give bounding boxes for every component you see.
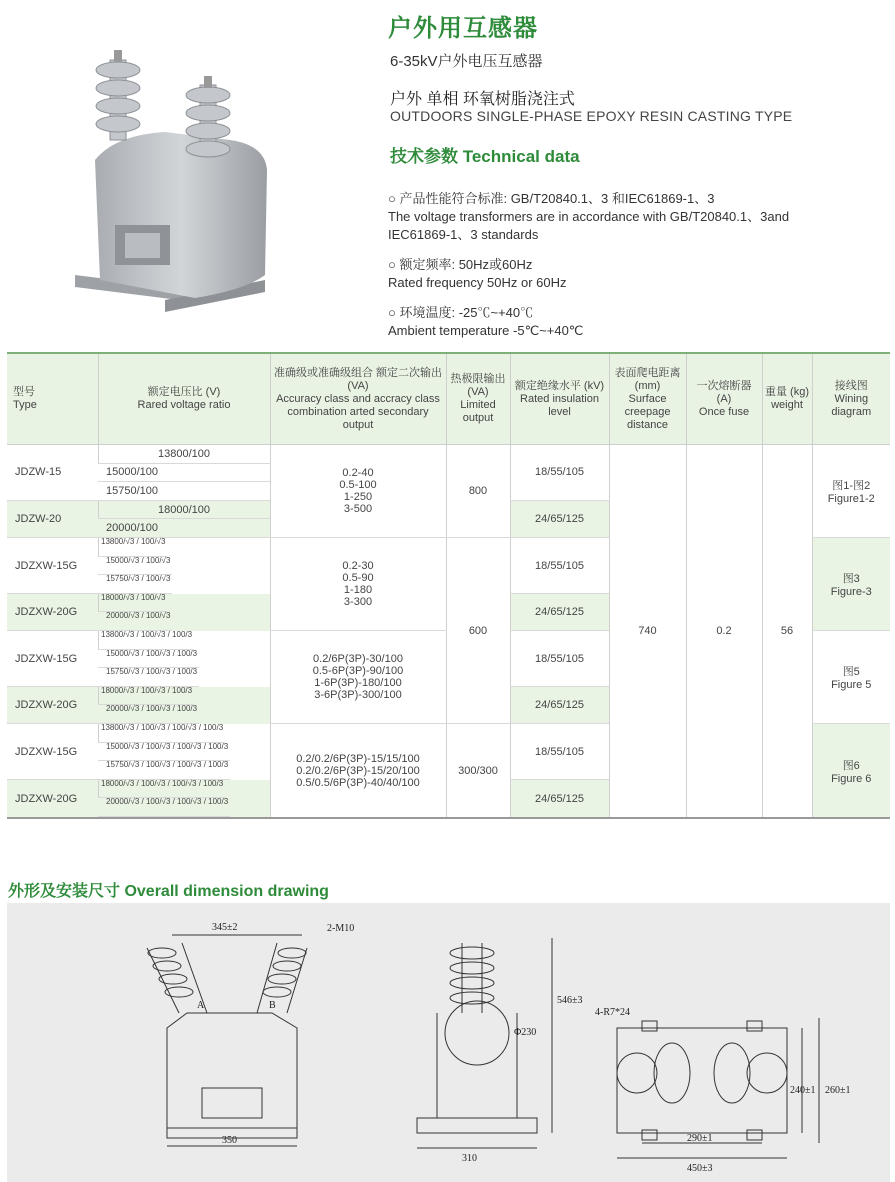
creepage-cell: 740 (609, 445, 686, 818)
dim-label: 450±3 (687, 1163, 713, 1174)
type-cell: JDZXW-15G (7, 724, 98, 780)
dim-label: A (197, 1000, 205, 1011)
header-ratio: 额定电压比 (V) Rared voltage ratio (98, 353, 270, 445)
dim-label: 2-M10 (327, 923, 355, 934)
type-cell: JDZXW-20G (7, 687, 98, 724)
ratio-cell: 13800/√3 / 100/√3 / 100/3 (98, 631, 194, 650)
ratio-cell: 20000/√3 / 100/√3 / 100/√3 / 100/3 (98, 798, 230, 817)
spec-standard-en2: IEC61869-1、3 standards (388, 227, 539, 242)
insulation-cell: 24/65/125 (510, 500, 609, 537)
tech-title: 技术参数 Technical data (390, 147, 580, 166)
table-header-row (7, 353, 890, 445)
ratio-cell: 13800/100 (98, 445, 270, 464)
type-cell: JDZXW-20G (7, 594, 98, 631)
table-row (7, 445, 890, 464)
dimension-drawing (7, 903, 890, 1182)
accuracy-cell: 0.2-30 0.5-90 1-180 3-300 (270, 537, 446, 630)
accuracy-cell: 0.2-40 0.5-100 1-250 3-500 (270, 445, 446, 538)
limited-cell: 300/300 (446, 724, 510, 818)
dimension-drawing-svg (7, 903, 890, 1182)
spec-frequency-en: Rated frequency 50Hz or 60Hz (388, 275, 567, 290)
type-cell: JDZW-15 (7, 445, 98, 501)
technical-data-table (7, 352, 890, 819)
weight-cell: 56 (762, 445, 812, 818)
header-type: 型号 Type (7, 353, 98, 445)
insulation-cell: 18/55/105 (510, 724, 609, 780)
limited-cell: 800 (446, 445, 510, 538)
diagram-cell: 图3 Figure-3 (812, 537, 890, 630)
page-title: 户外用互感器 (388, 15, 538, 42)
ratio-cell: 13800/√3 / 100/√3 (98, 538, 167, 557)
diagram-cell: 图5 Figure 5 (812, 631, 890, 724)
insulation-cell: 24/65/125 (510, 687, 609, 724)
ratio-cell: 15750/√3 / 100/√3 / 100/3 (98, 668, 199, 687)
header-weight: 重量 (kg) weight (762, 353, 812, 445)
dim-label: 310 (462, 1153, 477, 1164)
header-fuse: 一次熔断器 (A) Once fuse (686, 353, 762, 445)
spec-standard-cn: ○ 产品性能符合标准: GB/T20840.1、3 和IEC61869-1、3 (388, 191, 715, 206)
type-cell: JDZW-20 (7, 500, 98, 537)
ratio-cell: 15750/√3 / 100/√3 / 100/√3 / 100/3 (98, 761, 230, 780)
accuracy-cell: 0.2/0.2/6P(3P)-15/15/100 0.2/0.2/6P(3P)-15/20/100 0.5/0.5/6P(3P)-40/40/100 (270, 724, 446, 818)
dimension-title: 外形及安装尺寸 Overall dimension drawing (8, 883, 329, 900)
dim-label: 260±1 (825, 1085, 851, 1096)
spec-standard-en: The voltage transformers are in accordance with GB/T20840.1、3and (388, 209, 790, 224)
dim-label: 290±1 (687, 1133, 713, 1144)
ratio-cell: 15750/100 (98, 482, 270, 501)
insulation-cell: 18/55/105 (510, 537, 609, 593)
ratio-cell: 18000/√3 / 100/√3 / 100/3 (98, 687, 194, 706)
limited-cell: 600 (446, 537, 510, 723)
product-image (55, 40, 345, 340)
dim-label: 240±1 (790, 1085, 816, 1096)
diagram-cell: 图1-图2 Figure1-2 (812, 445, 890, 538)
type-en: OUTDOORS SINGLE-PHASE EPOXY RESIN CASTING TYPE (390, 108, 793, 124)
ratio-cell: 20000/100 (98, 519, 270, 538)
spec-frequency (388, 256, 566, 292)
diagram-cell: 图6 Figure 6 (812, 724, 890, 818)
header-diagram: 接线图 Wining diagram (812, 353, 890, 445)
spec-temperature (388, 304, 583, 340)
ratio-cell: 15750/√3 / 100/√3 (98, 575, 172, 594)
spec-frequency-cn: ○ 额定频率: 50Hz或60Hz (388, 257, 533, 272)
page-subtitle: 6-35kV户外电压互感器 (390, 53, 543, 70)
accuracy-cell: 0.2/6P(3P)-30/100 0.5-6P(3P)-90/100 1-6P(3P)-180/100 3-6P(3P)-300/100 (270, 631, 446, 724)
dim-label: Φ230 (514, 1027, 537, 1038)
spec-temperature-cn: ○ 环境温度: -25℃~+40℃ (388, 305, 534, 320)
insulation-cell: 24/65/125 (510, 780, 609, 818)
insulation-cell: 18/55/105 (510, 445, 609, 501)
fuse-cell: 0.2 (686, 445, 762, 818)
ratio-cell: 15000/√3 / 100/√3 / 100/√3 / 100/3 (98, 743, 230, 762)
insulation-cell: 24/65/125 (510, 594, 609, 631)
ratio-cell: 18000/100 (98, 500, 270, 519)
ratio-cell: 18000/√3 / 100/√3 / 100/√3 / 100/3 (98, 780, 225, 799)
dim-label: B (269, 1000, 276, 1011)
type-cell: JDZXW-15G (7, 631, 98, 687)
dim-label: 546±3 (557, 995, 583, 1006)
header-accuracy: 准确级或准确级组合 额定二次输出 (VA) Accuracy class and accracy class combination arted secondary output (270, 353, 446, 445)
dim-label: 350 (222, 1135, 237, 1146)
ratio-cell: 18000/√3 / 100/√3 (98, 594, 167, 613)
ratio-cell: 15000/√3 / 100/√3 (98, 557, 172, 576)
dim-label: 4-R7*24 (595, 1007, 630, 1018)
dim-label: 345±2 (212, 922, 238, 933)
header-limited: 热极限输出 (VA) Limited output (446, 353, 510, 445)
spec-standard (388, 190, 789, 244)
type-cell: JDZXW-20G (7, 780, 98, 818)
type-cell: JDZXW-15G (7, 537, 98, 593)
ratio-cell: 20000/√3 / 100/√3 / 100/3 (98, 705, 199, 724)
header-creepage: 表面爬电距离 (mm) Surface creepage distance (609, 353, 686, 445)
ratio-cell: 15000/100 (98, 463, 270, 482)
header-insulation: 额定绝缘水平 (kV) Rated insulation level (510, 353, 609, 445)
spec-temperature-en: Ambient temperature -5℃~+40℃ (388, 323, 584, 338)
ratio-cell: 15000/√3 / 100/√3 / 100/3 (98, 650, 199, 669)
insulation-cell: 18/55/105 (510, 631, 609, 687)
type-cn: 户外 单相 环氧树脂浇注式 (390, 91, 575, 108)
ratio-cell: 20000/√3 / 100/√3 (98, 612, 172, 631)
ratio-cell: 13800/√3 / 100/√3 / 100/√3 / 100/3 (98, 724, 225, 743)
